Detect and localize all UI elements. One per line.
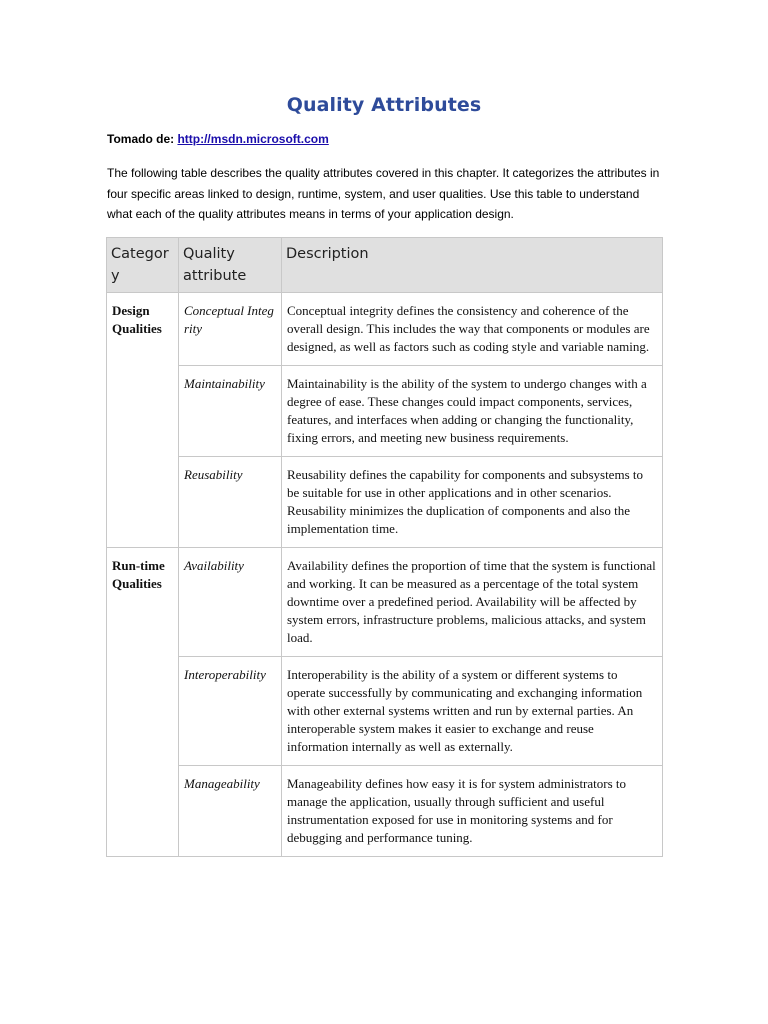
page-title: Quality Attributes xyxy=(286,94,482,116)
quality-attributes-table xyxy=(106,237,663,857)
attribute-cell: Conceptual Integrity xyxy=(179,293,282,366)
header-quality-attribute: Quality attribute xyxy=(179,238,282,293)
description-cell: Interoperability is the ability of a system or different systems to operate successfully by communicating and exchanging information with other external systems written and run by external parties. An interoperable system makes it easier to exchange and reuse information internally as well as externally. xyxy=(282,657,663,766)
category-cell: Run-time Qualities xyxy=(107,548,179,857)
description-cell: Manageability defines how easy it is for system administrators to manage the application, usually through sufficient and useful instrumentation exposed for use in monitoring systems and for debugging and performance tuning. xyxy=(282,766,663,857)
table-row xyxy=(107,548,663,657)
attribute-cell: Manageability xyxy=(179,766,282,857)
header-category: Category xyxy=(107,238,179,293)
table-row xyxy=(107,657,663,766)
description-cell: Maintainability is the ability of the system to undergo changes with a degree of ease. These changes could impact components, services, features, and interfaces when adding or changing the functionality, fixing errors, and meeting new business requirements. xyxy=(282,366,663,457)
description-cell: Conceptual integrity defines the consistency and coherence of the overall design. This includes the way that components or modules are designed, as well as factors such as coding style and variable naming. xyxy=(282,293,663,366)
table-row xyxy=(107,457,663,548)
table-row xyxy=(107,766,663,857)
category-cell: Design Qualities xyxy=(107,293,179,548)
description-cell: Availability defines the proportion of time that the system is functional and working. It can be measured as a percentage of the total system downtime over a predefined period. Availability will be affected by system errors, infrastructure problems, malicious attacks, and system load. xyxy=(282,548,663,657)
table-row xyxy=(107,293,663,366)
table-header-row xyxy=(107,238,663,293)
attribute-cell: Interoperability xyxy=(179,657,282,766)
table-row xyxy=(107,366,663,457)
header-description: Description xyxy=(282,238,663,293)
intro-paragraph: The following table describes the quality attributes covered in this chapter. It categorizes the attributes in four specific areas linked to design, runtime, system, and user qualities. Use this table to understand what each of the quality attributes means in terms of your application design. xyxy=(107,166,660,221)
source-link[interactable]: http://msdn.microsoft.com xyxy=(177,132,329,146)
attribute-cell: Reusability xyxy=(179,457,282,548)
description-cell: Reusability defines the capability for components and subsystems to be suitable for use in other applications and in other scenarios. Reusability minimizes the duplication of components and also the implementation time. xyxy=(282,457,663,548)
attribute-cell: Maintainability xyxy=(179,366,282,457)
attribute-cell: Availability xyxy=(179,548,282,657)
source-line xyxy=(107,132,329,146)
source-label: Tomado de: xyxy=(107,132,175,146)
